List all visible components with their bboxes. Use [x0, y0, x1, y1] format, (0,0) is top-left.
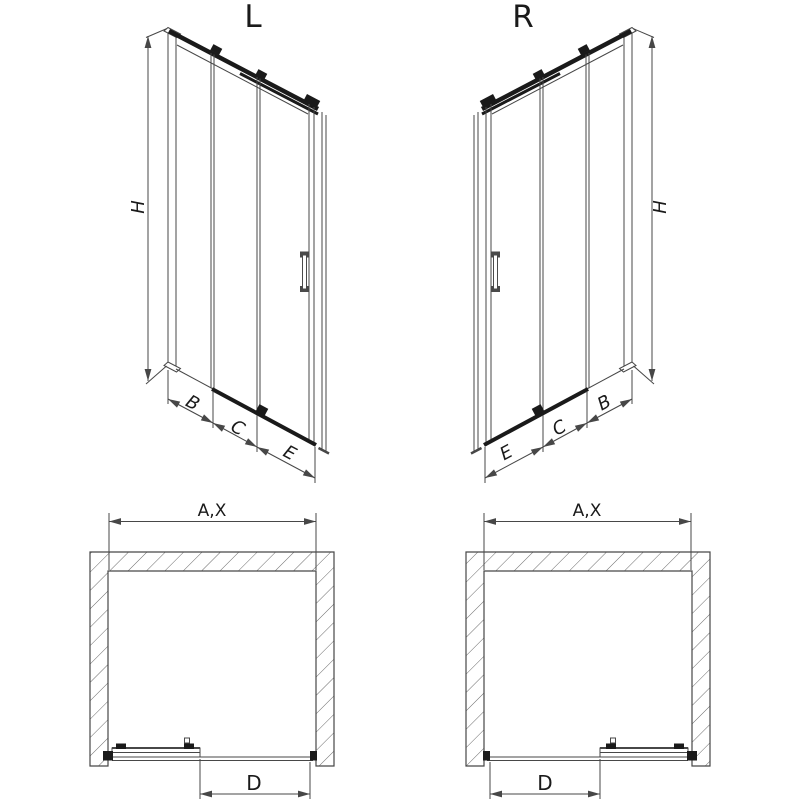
iso-left-dim-c: C	[227, 415, 249, 441]
iso-right-dim-b: B	[594, 390, 615, 416]
iso-left-dim-b: B	[182, 390, 203, 416]
iso-right-dim-c: C	[548, 415, 570, 441]
iso-view-left	[146, 28, 329, 484]
plan-left-walls	[90, 552, 334, 766]
iso-left-dim-e: E	[279, 441, 300, 466]
plan-left-width-label: A,X	[197, 501, 227, 521]
iso-left-height-label: H	[128, 200, 149, 214]
plan-left-door-label: D	[246, 771, 262, 795]
iso-view-right	[471, 28, 654, 484]
iso-left-title: L	[244, 0, 262, 35]
iso-right-title: R	[512, 0, 534, 35]
plan-right-width-label: A,X	[572, 501, 602, 521]
iso-right-dim-e: E	[496, 441, 517, 466]
iso-right-height-label: H	[650, 200, 671, 214]
plan-right-door-label: D	[537, 771, 553, 795]
plan-right-walls	[466, 552, 710, 766]
